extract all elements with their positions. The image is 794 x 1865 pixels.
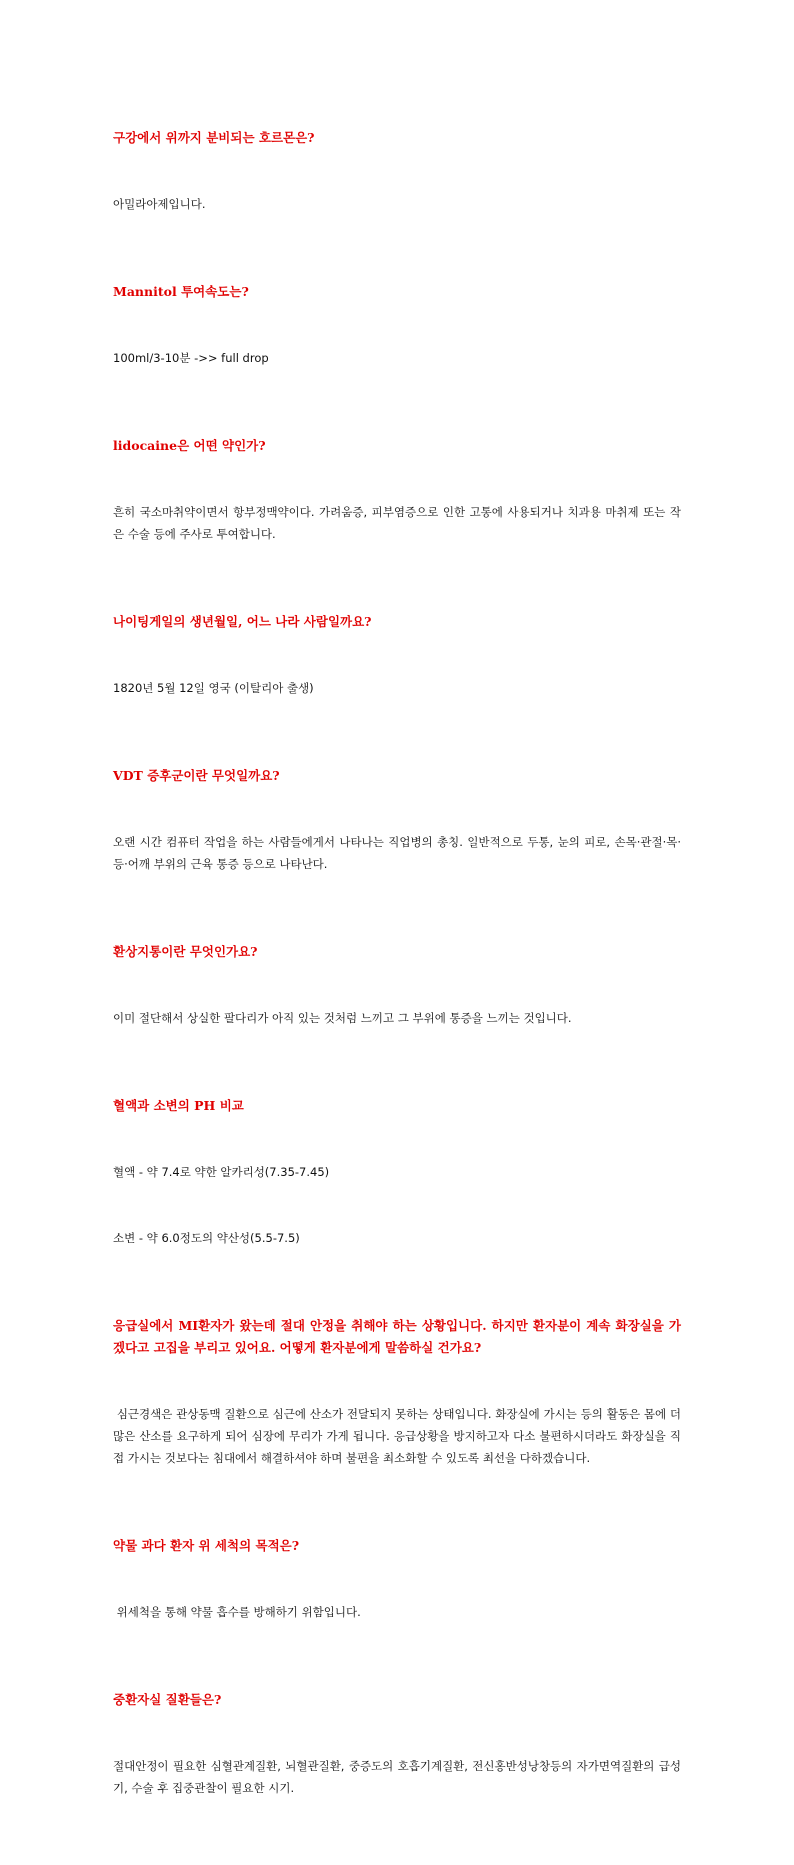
answer-text [113,457,681,589]
answer-text [113,149,681,259]
document-page [113,127,685,1865]
qa-item [113,1689,681,1843]
question-text: 환상지통이란 무엇인가요? [113,944,258,959]
qa-item [113,1535,681,1667]
qa-item [113,1315,685,1513]
answer-line: 소변 - 약 6.0정도의 약산성(5.5-7.5) [113,1231,300,1245]
qa-item [113,281,681,413]
question-text: 응급실에서 MI환자가 왔는데 절대 안정을 취해야 하는 상황입니다. 하지만 환자분이 계속 화장실을 가겠다고 고집을 부리고 있어요. 어떻게 환자분에게 말씀하실 건가요? [113,1318,681,1355]
answer-line: 심근경색은 관상동맥 질환으로 심근에 산소가 전달되지 못하는 상태입니다. 화장실에 가시는 등의 활동은 몸에 더 많은 산소를 요구하게 되어 심장에 무리가 가게 됩니다. 응급상황을 방지하고자 다소 불편하시더라도 화장실을 직접 가시는 것보다는 침대에서 해결하셔야 하며 불편을 최소화할 수 있도록 최선을 다하겠습니다. [113,1407,685,1465]
answer-line: 1820년 5월 12일 영국 (이탈리아 출생) [113,681,314,695]
answer-line: 아밀라아제입니다. [113,197,206,211]
answer-line: 100ml/3-10분 ->> full drop [113,351,269,365]
answer-text [113,303,681,413]
answer-text [113,963,681,1073]
answer-line: 위세척을 통해 약물 흡수를 방해하기 위함입니다. [113,1605,361,1619]
question-text: VDT 증후군이란 무엇일까요? [113,768,280,783]
question-text: 중환자실 질환들은? [113,1692,222,1707]
answer-text [113,633,681,743]
question-text: 약물 과다 환자 위 세척의 목적은? [113,1538,300,1553]
question-text: Mannitol 투여속도는? [113,284,249,299]
answer-text [113,1117,681,1293]
answer-line: 흔히 국소마취약이면서 항부정맥약이다. 가려움증, 피부염증으로 인한 고통에 사용되거나 치과용 마취제 또는 작은 수술 등에 주사로 투여합니다. [113,505,681,541]
qa-item [113,941,681,1073]
qa-item [113,127,681,259]
answer-line: 혈액 - 약 7.4로 약한 알카리성(7.35-7.45) [113,1165,330,1179]
qa-item [113,611,681,743]
qa-item [113,765,681,919]
answer-text [113,1711,681,1843]
answer-text [113,1359,685,1513]
answer-line: 오랜 시간 컴퓨터 작업을 하는 사람들에게서 나타나는 직업병의 총칭. 일반적으로 두통, 눈의 피로, 손목·관절·목·등·어깨 부위의 근육 통증 등으로 나타난다. [113,835,681,871]
qa-item [113,1095,681,1293]
qa-item [113,435,681,589]
question-text: lidocaine은 어떤 약인가? [113,438,266,453]
answer-text [113,1557,681,1667]
answer-line: 이미 절단해서 상실한 팔다리가 아직 있는 것처럼 느끼고 그 부위에 통증을 느끼는 것입니다. [113,1011,572,1025]
answer-text [113,787,681,919]
answer-line: 절대안정이 필요한 심혈관계질환, 뇌혈관질환, 중증도의 호흡기계질환, 전신홍반성낭창등의 자가면역질환의 급성기, 수술 후 집중관찰이 필요한 시기. [113,1759,681,1795]
question-text: 나이팅게일의 생년월일, 어느 나라 사람일까요? [113,614,372,629]
question-text: 혈액과 소변의 PH 비교 [113,1098,244,1113]
question-text: 구강에서 위까지 분비되는 호르몬은? [113,130,315,145]
